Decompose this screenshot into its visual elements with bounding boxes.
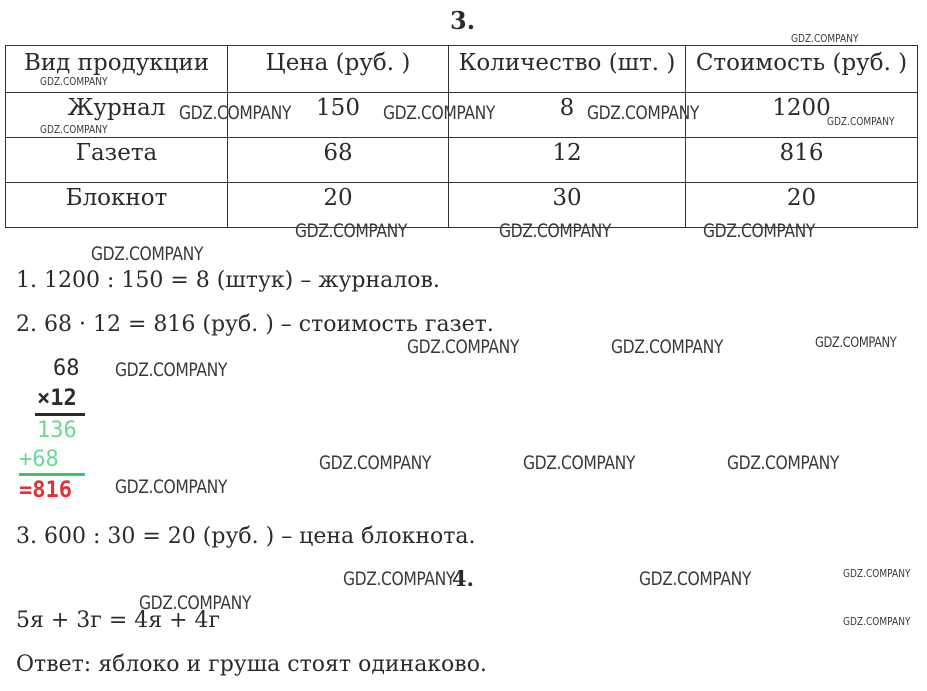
watermark: GDZ.COMPANY — [639, 568, 752, 590]
cell-cost: 20 — [686, 183, 918, 228]
watermark: GDZ.COMPANY — [295, 220, 408, 242]
watermark: GDZ.COMPANY — [843, 615, 911, 628]
watermark: GDZ.COMPANY — [40, 75, 108, 88]
cell-quantity: 12 — [449, 138, 686, 183]
cell-price: 150 — [228, 93, 449, 138]
mult-multiplicand: 68 — [53, 356, 80, 381]
cell-price: 20 — [228, 183, 449, 228]
watermark: GDZ.COMPANY — [179, 102, 292, 124]
header-cost: Стоимость (руб. ) — [686, 46, 918, 93]
watermark: GDZ.COMPANY — [115, 476, 228, 498]
cell-product: Журнал — [6, 93, 228, 138]
watermark: GDZ.COMPANY — [499, 220, 612, 242]
mult-rule-top — [35, 413, 85, 416]
step-3: 3. 600 : 30 = 20 (руб. ) – цена блокнота. — [16, 524, 476, 549]
watermark: GDZ.COMPANY — [815, 335, 897, 351]
cell-cost: 1200 — [686, 93, 918, 138]
watermark: GDZ.COMPANY — [40, 123, 108, 136]
section-4-title: 4. — [452, 566, 474, 591]
watermark: GDZ.COMPANY — [703, 220, 816, 242]
watermark: GDZ.COMPANY — [727, 452, 840, 474]
equation: 5я + 3г = 4я + 4г — [16, 608, 221, 633]
cell-product: Газета — [6, 138, 228, 183]
cell-quantity: 8 — [449, 93, 686, 138]
watermark: GDZ.COMPANY — [523, 452, 636, 474]
watermark: GDZ.COMPANY — [827, 115, 895, 128]
header-quantity: Количество (шт. ) — [449, 46, 686, 93]
mult-rule-bottom — [19, 473, 85, 476]
watermark: GDZ.COMPANY — [791, 32, 859, 45]
mult-result: =816 — [19, 478, 72, 503]
header-price: Цена (руб. ) — [228, 46, 449, 93]
watermark: GDZ.COMPANY — [319, 452, 432, 474]
watermark: GDZ.COMPANY — [115, 359, 228, 381]
watermark: GDZ.COMPANY — [343, 568, 456, 590]
answer: Ответ: яблоко и груша стоят одинаково. — [16, 652, 487, 677]
watermark: GDZ.COMPANY — [383, 102, 496, 124]
header-product-type: Вид продукции — [6, 46, 228, 93]
table-row — [6, 138, 918, 183]
mult-partial-2: +68 — [19, 447, 59, 472]
cell-product: Блокнот — [6, 183, 228, 228]
cell-quantity: 30 — [449, 183, 686, 228]
cell-cost: 816 — [686, 138, 918, 183]
watermark: GDZ.COMPANY — [91, 243, 204, 265]
watermark: GDZ.COMPANY — [407, 336, 520, 358]
section-3-title: 3. — [450, 6, 476, 35]
step-2: 2. 68 · 12 = 816 (руб. ) – стоимость газет. — [16, 312, 494, 337]
watermark: GDZ.COMPANY — [843, 567, 911, 580]
mult-multiplier: ×12 — [37, 386, 77, 411]
watermark: GDZ.COMPANY — [611, 336, 724, 358]
table-header-row — [6, 46, 918, 93]
mult-partial-1: 136 — [37, 418, 77, 443]
product-table — [5, 45, 918, 228]
watermark: GDZ.COMPANY — [139, 592, 252, 614]
watermark: GDZ.COMPANY — [587, 102, 700, 124]
cell-price: 68 — [228, 138, 449, 183]
step-1: 1. 1200 : 150 = 8 (штук) – журналов. — [16, 268, 440, 293]
